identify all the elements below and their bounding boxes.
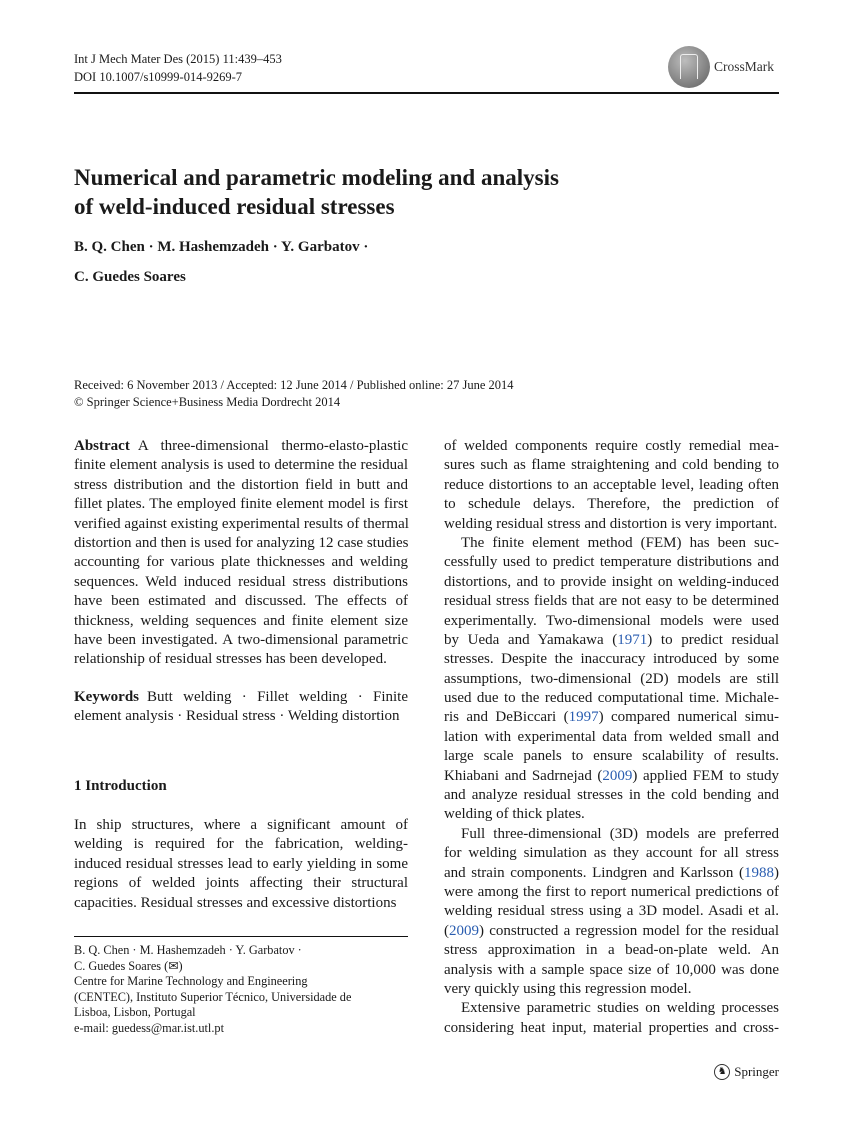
- text-line: Full three-dimensional (3D) models are preferred: [461, 825, 779, 842]
- section-heading-introduction: 1 Introduction: [74, 778, 167, 794]
- line-text: stress distribution and the distortion field in butt and: [74, 476, 408, 493]
- text-line: stress approximation in a bead-on-plate weld. An: [444, 942, 779, 959]
- text-line: welding of thick plates.: [444, 806, 585, 823]
- line-text: ) constructed a regression model for the residual: [479, 922, 779, 939]
- text-line: considering heat input, material properties and cross-: [444, 1019, 779, 1036]
- citation-link[interactable]: 1997: [568, 709, 599, 726]
- springer-horse-icon: ♞: [714, 1064, 730, 1080]
- line-text: A three-dimensional thermo-elasto-plastic: [137, 438, 408, 454]
- line-text: and strain components. Lindgren and Karlsson (: [444, 864, 744, 881]
- copyright-line: © Springer Science+Business Media Dordrecht 2014: [74, 395, 341, 409]
- line-text: ) compared numerical simu-: [598, 709, 779, 726]
- citation-link[interactable]: 2009: [449, 922, 479, 939]
- text-line: for welding simulation as they account for all stress: [444, 845, 779, 862]
- line-text: ) applied FEM to study: [632, 767, 779, 784]
- text-line: analysis with a sample space size of 10,000 was done: [444, 961, 779, 978]
- line-text: In ship structures, where a significant amount of: [74, 817, 408, 833]
- line-text: induced residual stresses lead to early yielding in some: [74, 855, 408, 872]
- text-line: distortions, and to provide insight on welding-induced: [444, 573, 779, 590]
- text-line: [74, 612, 408, 631]
- line-text: finite element analysis is used to determine the residual: [74, 457, 408, 474]
- line-text: sequences. Weld induced residual stress distributions: [74, 573, 408, 590]
- text-line: cessfully used to predict temperature distributions and: [444, 554, 779, 571]
- line-text: element analysis · Residual stress · Welding distortion: [74, 708, 400, 725]
- text-line: [74, 650, 408, 669]
- text-line: [74, 631, 408, 650]
- abstract-label: Abstract: [74, 438, 130, 454]
- title-line: of weld-induced residual stresses: [74, 194, 395, 219]
- line-text: accounting for various plate thicknesses and welding: [74, 554, 408, 571]
- crossmark-label: CrossMark: [714, 59, 774, 74]
- text-line: to schedule delays. Therefore, the prediction of: [444, 496, 779, 513]
- publisher-name: Springer: [734, 1064, 779, 1079]
- line-text: ris and DeBiccari (: [444, 709, 569, 726]
- introduction-text: [74, 816, 408, 913]
- text-line: [74, 573, 408, 592]
- line-text: by Ueda and Yamakawa (: [444, 631, 618, 648]
- text-line: assumptions, two-dimensional (2D) models are still: [444, 670, 779, 687]
- publication-dates: [74, 377, 514, 411]
- line-text: verified against existing experimental results of thermal: [74, 515, 409, 532]
- text-line: large scale panels to ensure scalability of results.: [444, 748, 779, 765]
- text-line: [74, 515, 408, 534]
- line-text: fillet plates. The employed finite element model is first: [74, 496, 408, 513]
- text-line: very quickly using this regression model.: [444, 980, 692, 997]
- text-line: residual stress fields that are not easy to be determined: [444, 593, 779, 610]
- text-line: lation with experimental data from welded small and: [444, 728, 779, 745]
- citation-link[interactable]: 1971: [617, 631, 648, 648]
- text-line: [74, 688, 408, 707]
- text-line: [74, 855, 408, 874]
- text-line: [74, 476, 408, 495]
- author-affiliation-footnote: [74, 943, 408, 1036]
- text-line: [444, 767, 779, 786]
- text-line: Extensive parametric studies on welding processes: [461, 1000, 779, 1017]
- text-line: and analyze residual stresses in the cold bending and: [444, 787, 779, 804]
- text-line: experimentally. Two-dimensional models were used: [444, 612, 779, 629]
- authors-line: B. Q. Chen · M. Hashemzadeh · Y. Garbatov ·: [74, 239, 369, 255]
- citation-link[interactable]: 2009: [602, 767, 633, 784]
- springer-footer-logo: [714, 1064, 779, 1080]
- line-text: have been investigated. A two-dimensional parametric: [74, 631, 408, 648]
- running-header: [74, 50, 282, 86]
- line-text: thickness, welding sequences and finite element size: [74, 612, 408, 629]
- doi[interactable]: DOI 10.1007/s10999-014-9269-7: [74, 70, 243, 84]
- footnote-line: Lisboa, Lisbon, Portugal: [74, 1005, 196, 1019]
- text-line: [444, 708, 779, 727]
- text-line: were among the first to report numerical predictions of: [444, 883, 779, 900]
- footnote-line: (CENTEC), Instituto Superior Técnico, Universidade de: [74, 989, 352, 1004]
- footnote-line: e-mail: guedess@mar.ist.utl.pt: [74, 1020, 224, 1035]
- journal-citation: Int J Mech Mater Des (2015) 11:439–453: [74, 52, 282, 66]
- text-line: used due to the reduced computational time. Michale-: [444, 690, 779, 707]
- text-line: [74, 894, 408, 913]
- text-line: The finite element method (FEM) has been suc-: [461, 534, 779, 551]
- text-line: welding residual stress and distortion is very important.: [444, 515, 778, 532]
- text-line: reduce distortions to an acceptable level, leading often: [444, 476, 779, 493]
- text-line: [74, 707, 408, 726]
- text-line: [444, 922, 779, 941]
- text-line: of welded components require costly remedial mea-: [444, 438, 779, 454]
- text-line: [74, 456, 408, 475]
- line-text: Khiabani and Sadrnejad (: [444, 767, 603, 784]
- citation-link[interactable]: 1988: [744, 864, 774, 881]
- line-text: ): [774, 864, 779, 881]
- footnote-line: C. Guedes Soares (✉): [74, 958, 183, 973]
- text-line: [444, 631, 779, 650]
- authors-line: C. Guedes Soares: [74, 269, 186, 285]
- text-line: [74, 437, 408, 456]
- dates-line: Received: 6 November 2013 / Accepted: 12 June 2014 / Published online: 27 June 2014: [74, 378, 514, 392]
- text-line: [74, 592, 408, 611]
- crossmark-icon: [668, 46, 710, 88]
- text-line: sures such as flame straightening and cold bending to: [444, 457, 779, 474]
- footnote-rule: [74, 936, 408, 937]
- text-line: [74, 835, 408, 854]
- crossmark-logo[interactable]: [668, 46, 774, 88]
- keywords: [74, 688, 408, 727]
- line-text: welding is required for the fabrication, welding-: [74, 836, 408, 853]
- line-text: regions of welded joints affecting their structural: [74, 875, 408, 892]
- line-text: distortion and then is used for analyzing 12 case studies: [74, 534, 409, 551]
- line-text: Butt welding · Fillet welding · Finite: [147, 689, 408, 705]
- text-line: [74, 534, 408, 553]
- line-text: relationship of residual stresses has been developed.: [74, 651, 387, 668]
- text-line: stresses. Despite the inaccuracy introduced by some: [444, 651, 779, 668]
- line-text: (: [444, 922, 449, 939]
- keywords-label: Keywords: [74, 689, 139, 705]
- text-line: [74, 874, 408, 893]
- text-line: welding residual stress using a 3D model. Asadi et al.: [444, 903, 779, 920]
- text-line: [444, 864, 779, 883]
- footnote-line: Centre for Marine Technology and Engineering: [74, 974, 308, 988]
- right-column-text: [444, 437, 779, 1038]
- header-rule: [74, 92, 779, 94]
- abstract: [74, 437, 408, 670]
- footnote-line: B. Q. Chen · M. Hashemzadeh · Y. Garbatov ·: [74, 943, 302, 957]
- authors: [74, 232, 368, 292]
- line-text: ) to predict residual: [647, 631, 779, 648]
- line-text: have been estimated and discussed. The effects of: [74, 593, 408, 610]
- text-line: [74, 816, 408, 835]
- text-line: [74, 495, 408, 514]
- title-line: Numerical and parametric modeling and analysis: [74, 165, 559, 190]
- paper-title: [74, 163, 559, 221]
- text-line: [74, 553, 408, 572]
- line-text: capacities. Residual stresses and excessive distortions: [74, 894, 397, 911]
